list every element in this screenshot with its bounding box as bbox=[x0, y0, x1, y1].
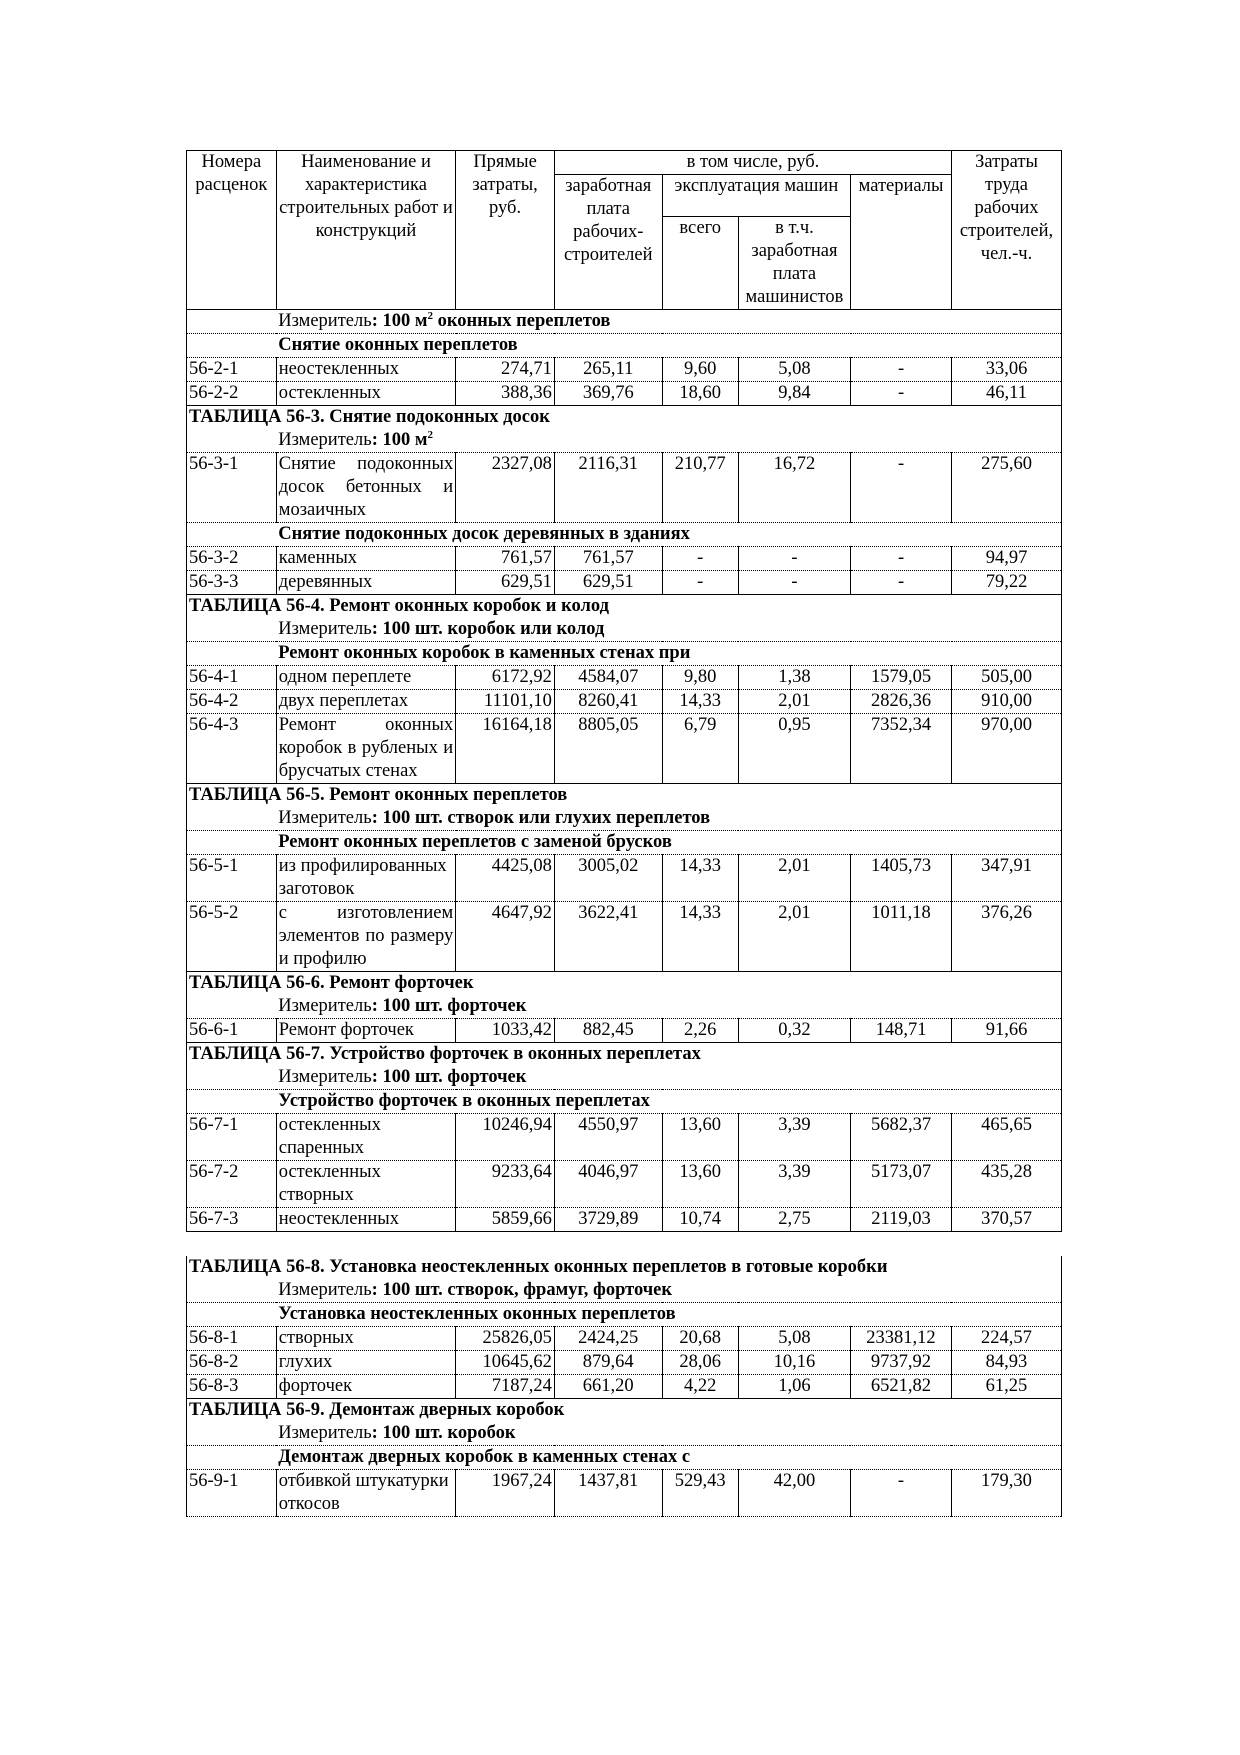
materials-cost: 2119,03 bbox=[851, 1208, 952, 1232]
machines-total: 18,60 bbox=[662, 382, 738, 406]
table-header bbox=[187, 151, 1062, 310]
machines-total: 4,22 bbox=[662, 1375, 738, 1399]
machines-wage: 2,01 bbox=[738, 690, 850, 714]
meter-cell bbox=[276, 310, 1061, 334]
subsection-text: Снятие оконных переплетов bbox=[278, 335, 518, 355]
header-codes: Номера расценок bbox=[187, 151, 277, 310]
meter-code-cell bbox=[187, 1422, 277, 1446]
rate-code: 56-3-1 bbox=[187, 453, 277, 523]
header-machines: эксплуатация машин bbox=[662, 175, 850, 217]
subsection-text: Устройство форточек в оконных переплетах bbox=[278, 1091, 650, 1111]
machines-total: - bbox=[662, 571, 738, 595]
direct-cost: 274,71 bbox=[456, 358, 555, 382]
direct-cost: 16164,18 bbox=[456, 714, 555, 784]
labor-cost: 224,57 bbox=[951, 1327, 1061, 1351]
machines-wage: 42,00 bbox=[738, 1470, 850, 1517]
direct-cost: 1967,24 bbox=[456, 1470, 555, 1517]
rate-row bbox=[187, 1470, 1062, 1517]
machines-total: 28,06 bbox=[662, 1351, 738, 1375]
meter-value: : 100 шт. форточек bbox=[371, 1067, 527, 1087]
meter-code-cell bbox=[187, 429, 277, 453]
meter-row bbox=[187, 429, 1062, 453]
direct-cost: 11101,10 bbox=[456, 690, 555, 714]
subsection-row bbox=[187, 523, 1062, 547]
rate-code: 56-5-2 bbox=[187, 902, 277, 972]
subsection-text: Демонтаж дверных коробок в каменных стенах с bbox=[278, 1447, 691, 1467]
machines-wage: 1,38 bbox=[738, 666, 850, 690]
machines-wage: 2,01 bbox=[738, 855, 850, 902]
rate-code: 56-3-3 bbox=[187, 571, 277, 595]
subsection-text: Ремонт оконных переплетов с заменой брусков bbox=[278, 832, 672, 852]
rate-row bbox=[187, 382, 1062, 406]
subsection-code-cell bbox=[187, 831, 277, 855]
materials-cost: - bbox=[851, 382, 952, 406]
rate-code: 56-8-1 bbox=[187, 1327, 277, 1351]
rate-name: остекленных bbox=[276, 382, 455, 406]
machines-wage: 0,95 bbox=[738, 714, 850, 784]
meter-cell bbox=[276, 618, 1061, 642]
materials-cost: 148,71 bbox=[851, 1019, 952, 1043]
rate-code: 56-7-3 bbox=[187, 1208, 277, 1232]
document-page bbox=[186, 150, 1062, 1517]
header-direct: Прямые затраты, руб. bbox=[456, 151, 555, 310]
meter-label: Измеритель bbox=[278, 1067, 372, 1087]
wage-cost: 2116,31 bbox=[554, 453, 662, 523]
subsection-row bbox=[187, 334, 1062, 358]
header-wage: заработная плата рабочих-строителей bbox=[554, 175, 662, 310]
meter-value: : 100 шт. створок или глухих переплетов bbox=[371, 808, 711, 828]
meter-unit-power: 2 bbox=[427, 429, 433, 441]
machines-total: 10,74 bbox=[662, 1208, 738, 1232]
table-title-text: ТАБЛИЦА 56-7. Устройство форточек в оконных переплетах bbox=[189, 1044, 701, 1064]
direct-cost: 7187,24 bbox=[456, 1375, 555, 1399]
rate-row bbox=[187, 571, 1062, 595]
rate-row bbox=[187, 855, 1062, 902]
rate-name: створных bbox=[276, 1327, 455, 1351]
wage-cost: 661,20 bbox=[554, 1375, 662, 1399]
labor-cost: 61,25 bbox=[951, 1375, 1061, 1399]
rate-code: 56-4-2 bbox=[187, 690, 277, 714]
machines-total: 9,60 bbox=[662, 358, 738, 382]
table-title-row bbox=[187, 972, 1062, 996]
rate-code: 56-2-1 bbox=[187, 358, 277, 382]
rate-code: 56-4-1 bbox=[187, 666, 277, 690]
table-title-text: ТАБЛИЦА 56-5. Ремонт оконных переплетов bbox=[189, 785, 568, 805]
direct-cost: 9233,64 bbox=[456, 1161, 555, 1208]
wage-cost: 4550,97 bbox=[554, 1114, 662, 1161]
direct-cost: 629,51 bbox=[456, 571, 555, 595]
wage-cost: 3729,89 bbox=[554, 1208, 662, 1232]
rate-name: с изготовлением элементов по размеру и профилю bbox=[276, 902, 455, 972]
meter-label: Измеритель bbox=[278, 1280, 372, 1300]
labor-cost: 91,66 bbox=[952, 1019, 1062, 1043]
rate-name: форточек bbox=[276, 1375, 455, 1399]
subsection-row bbox=[187, 642, 1062, 666]
rate-name: из профилированных заготовок bbox=[276, 855, 455, 902]
table-body-2 bbox=[187, 1256, 1062, 1517]
table-title-row bbox=[187, 595, 1062, 619]
table-title-row bbox=[187, 406, 1062, 430]
subsection-code-cell bbox=[187, 642, 277, 666]
wage-cost: 4046,97 bbox=[554, 1161, 662, 1208]
rate-name: неостекленных bbox=[276, 1208, 455, 1232]
rate-code: 56-8-3 bbox=[187, 1375, 277, 1399]
direct-cost: 4647,92 bbox=[456, 902, 555, 972]
subsection-title bbox=[276, 1303, 1061, 1327]
table-title bbox=[187, 406, 1062, 430]
meter-label: Измеритель bbox=[278, 430, 372, 450]
machines-total: 14,33 bbox=[662, 855, 738, 902]
labor-cost: 370,57 bbox=[952, 1208, 1062, 1232]
meter-value: : 100 шт. коробок или колод bbox=[371, 619, 605, 639]
header-name: Наименование и характеристика строительных работ и конструкций bbox=[276, 151, 455, 310]
header-materials: материалы bbox=[851, 175, 952, 310]
meter-row bbox=[187, 807, 1062, 831]
table-title-text: ТАБЛИЦА 56-6. Ремонт форточек bbox=[189, 973, 474, 993]
labor-cost: 970,00 bbox=[952, 714, 1062, 784]
labor-cost: 179,30 bbox=[951, 1470, 1061, 1517]
header-machines-wage: в т.ч. заработная плата машинистов bbox=[738, 217, 850, 310]
rate-row bbox=[187, 358, 1062, 382]
labor-cost: 46,11 bbox=[952, 382, 1062, 406]
rate-row bbox=[187, 1114, 1062, 1161]
subsection-code-cell bbox=[187, 1446, 277, 1470]
header-machines-total: всего bbox=[662, 217, 738, 310]
materials-cost: 1011,18 bbox=[851, 902, 952, 972]
machines-total: 210,77 bbox=[662, 453, 738, 523]
labor-cost: 347,91 bbox=[952, 855, 1062, 902]
materials-cost: 1405,73 bbox=[851, 855, 952, 902]
direct-cost: 761,57 bbox=[456, 547, 555, 571]
wage-cost: 1437,81 bbox=[554, 1470, 662, 1517]
direct-cost: 6172,92 bbox=[456, 666, 555, 690]
rate-name: неостекленных bbox=[276, 358, 455, 382]
table-title bbox=[187, 1256, 1062, 1279]
rate-row bbox=[187, 666, 1062, 690]
table-title bbox=[187, 595, 1062, 619]
rate-row bbox=[187, 714, 1062, 784]
rate-code: 56-6-1 bbox=[187, 1019, 277, 1043]
subsection-title bbox=[276, 1090, 1061, 1114]
table-title-text: ТАБЛИЦА 56-4. Ремонт оконных коробок и колод bbox=[189, 596, 609, 616]
table-title-row bbox=[187, 784, 1062, 808]
materials-cost: 2826,36 bbox=[851, 690, 952, 714]
meter-tail: оконных переплетов bbox=[432, 311, 611, 331]
meter-value: : 100 $м^2$ bbox=[371, 309, 433, 331]
wage-cost: 369,76 bbox=[554, 382, 662, 406]
rate-name: остекленных створных bbox=[276, 1161, 455, 1208]
labor-cost: 465,65 bbox=[952, 1114, 1062, 1161]
rate-row bbox=[187, 690, 1062, 714]
rate-row bbox=[187, 1019, 1062, 1043]
header-group: в том числе, руб. bbox=[554, 151, 951, 175]
meter-code-cell bbox=[187, 310, 277, 334]
rate-row bbox=[187, 453, 1062, 523]
rate-name: каменных bbox=[276, 547, 455, 571]
rate-name: глухих bbox=[276, 1351, 455, 1375]
labor-cost: 33,06 bbox=[952, 358, 1062, 382]
labor-cost: 94,97 bbox=[952, 547, 1062, 571]
rate-row bbox=[187, 1208, 1062, 1232]
labor-cost: 79,22 bbox=[952, 571, 1062, 595]
labor-cost: 275,60 bbox=[952, 453, 1062, 523]
rate-row bbox=[187, 1375, 1062, 1399]
machines-wage: 3,39 bbox=[738, 1114, 850, 1161]
rate-row bbox=[187, 1351, 1062, 1375]
meter-label: Измеритель bbox=[278, 996, 372, 1016]
subsection-title bbox=[276, 334, 1061, 358]
subsection-text: Снятие подоконных досок деревянных в зданиях bbox=[278, 524, 690, 544]
wage-cost: 879,64 bbox=[554, 1351, 662, 1375]
rate-name: Снятие подоконных досок бетонных и мозаичных bbox=[276, 453, 455, 523]
meter-row bbox=[187, 1422, 1062, 1446]
meter-label: Измеритель bbox=[278, 1423, 372, 1443]
machines-total: 529,43 bbox=[662, 1470, 738, 1517]
subsection-title bbox=[276, 523, 1061, 547]
meter-row bbox=[187, 1066, 1062, 1090]
materials-cost: - bbox=[851, 358, 952, 382]
rate-code: 56-2-2 bbox=[187, 382, 277, 406]
table-title-row bbox=[187, 1256, 1062, 1279]
wage-cost: 882,45 bbox=[554, 1019, 662, 1043]
subsection-text: Ремонт оконных коробок в каменных стенах при bbox=[278, 643, 691, 663]
direct-cost: 10246,94 bbox=[456, 1114, 555, 1161]
meter-cell bbox=[276, 1066, 1061, 1090]
labor-cost: 505,00 bbox=[952, 666, 1062, 690]
labor-cost: 435,28 bbox=[952, 1161, 1062, 1208]
subsection-text: Установка неостекленных оконных переплетов bbox=[278, 1304, 676, 1324]
materials-cost: 1579,05 bbox=[851, 666, 952, 690]
machines-wage: 2,01 bbox=[738, 902, 850, 972]
subsection-row bbox=[187, 831, 1062, 855]
table-title-row bbox=[187, 1399, 1062, 1423]
meter-value: : 100 $м^2$ bbox=[371, 429, 433, 450]
machines-wage: - bbox=[738, 547, 850, 571]
direct-cost: 1033,42 bbox=[456, 1019, 555, 1043]
wage-cost: 8805,05 bbox=[554, 714, 662, 784]
meter-unit-power: 2 bbox=[427, 309, 433, 322]
materials-cost: - bbox=[851, 547, 952, 571]
materials-cost: - bbox=[850, 1470, 951, 1517]
machines-wage: 10,16 bbox=[738, 1351, 850, 1375]
rate-name: двух переплетах bbox=[276, 690, 455, 714]
machines-total: 13,60 bbox=[662, 1161, 738, 1208]
rate-name: отбивкой штукатурки откосов bbox=[276, 1470, 455, 1517]
meter-label: Измеритель bbox=[278, 808, 372, 828]
meter-code-cell bbox=[187, 807, 277, 831]
labor-cost: 84,93 bbox=[951, 1351, 1061, 1375]
rate-name: одном переплете bbox=[276, 666, 455, 690]
table-title-text: ТАБЛИЦА 56-3. Снятие подоконных досок bbox=[189, 407, 550, 427]
meter-code-cell bbox=[187, 1279, 277, 1303]
machines-total: 14,33 bbox=[662, 902, 738, 972]
header-labor: Затраты труда рабочих строителей, чел.-ч. bbox=[952, 151, 1062, 310]
machines-wage: 3,39 bbox=[738, 1161, 850, 1208]
rates-table bbox=[186, 150, 1062, 1232]
machines-total: - bbox=[662, 547, 738, 571]
rate-code: 56-3-2 bbox=[187, 547, 277, 571]
wage-cost: 8260,41 bbox=[554, 690, 662, 714]
rate-name: остекленных спаренных bbox=[276, 1114, 455, 1161]
wage-cost: 3005,02 bbox=[554, 855, 662, 902]
materials-cost: 23381,12 bbox=[850, 1327, 951, 1351]
wage-cost: 629,51 bbox=[554, 571, 662, 595]
direct-cost: 4425,08 bbox=[456, 855, 555, 902]
meter-cell bbox=[276, 995, 1061, 1019]
rate-name: деревянных bbox=[276, 571, 455, 595]
rate-name: Ремонт оконных коробок в рубленых и брусчатых стенах bbox=[276, 714, 455, 784]
meter-label: Измеритель bbox=[278, 619, 372, 639]
direct-cost: 388,36 bbox=[456, 382, 555, 406]
direct-cost: 5859,66 bbox=[456, 1208, 555, 1232]
materials-cost: 5173,07 bbox=[851, 1161, 952, 1208]
rate-code: 56-9-1 bbox=[187, 1470, 277, 1517]
wage-cost: 4584,07 bbox=[554, 666, 662, 690]
materials-cost: - bbox=[851, 453, 952, 523]
meter-code-cell bbox=[187, 618, 277, 642]
meter-value: : 100 шт. форточек bbox=[371, 996, 527, 1016]
machines-wage: 5,08 bbox=[738, 1327, 850, 1351]
machines-total: 9,80 bbox=[662, 666, 738, 690]
subsection-title bbox=[276, 642, 1061, 666]
wage-cost: 3622,41 bbox=[554, 902, 662, 972]
direct-cost: 25826,05 bbox=[456, 1327, 555, 1351]
meter-code-cell bbox=[187, 1066, 277, 1090]
rate-code: 56-4-3 bbox=[187, 714, 277, 784]
rate-code: 56-5-1 bbox=[187, 855, 277, 902]
rate-row bbox=[187, 1161, 1062, 1208]
wage-cost: 2424,25 bbox=[554, 1327, 662, 1351]
machines-total: 6,79 bbox=[662, 714, 738, 784]
rate-row bbox=[187, 547, 1062, 571]
materials-cost: 5682,37 bbox=[851, 1114, 952, 1161]
direct-cost: 2327,08 bbox=[456, 453, 555, 523]
rate-code: 56-7-2 bbox=[187, 1161, 277, 1208]
subsection-title bbox=[276, 1446, 1061, 1470]
meter-cell bbox=[276, 807, 1061, 831]
rates-table-continued bbox=[186, 1256, 1062, 1517]
rate-code: 56-7-1 bbox=[187, 1114, 277, 1161]
subsection-row bbox=[187, 1446, 1062, 1470]
wage-cost: 265,11 bbox=[554, 358, 662, 382]
machines-total: 13,60 bbox=[662, 1114, 738, 1161]
meter-row bbox=[187, 1279, 1062, 1303]
meter-label: Измеритель bbox=[278, 311, 372, 331]
table-title-text: ТАБЛИЦА 56-8. Установка неостекленных оконных переплетов в готовые коробки bbox=[189, 1257, 888, 1277]
meter-code-cell bbox=[187, 995, 277, 1019]
machines-wage: 0,32 bbox=[738, 1019, 850, 1043]
subsection-code-cell bbox=[187, 523, 277, 547]
materials-cost: 7352,34 bbox=[851, 714, 952, 784]
machines-total: 14,33 bbox=[662, 690, 738, 714]
subsection-code-cell bbox=[187, 1303, 277, 1327]
meter-cell bbox=[276, 1422, 1061, 1446]
table-title bbox=[187, 972, 1062, 996]
labor-cost: 910,00 bbox=[952, 690, 1062, 714]
subsection-code-cell bbox=[187, 334, 277, 358]
meter-cell bbox=[276, 1279, 1061, 1303]
meter-value: : 100 шт. коробок bbox=[371, 1423, 516, 1443]
subsection-code-cell bbox=[187, 1090, 277, 1114]
meter-cell bbox=[276, 429, 1061, 453]
table-title bbox=[187, 1399, 1062, 1423]
wage-cost: 761,57 bbox=[554, 547, 662, 571]
machines-wage: - bbox=[738, 571, 850, 595]
table-title-row bbox=[187, 1043, 1062, 1067]
table-title bbox=[187, 784, 1062, 808]
materials-cost: 9737,92 bbox=[850, 1351, 951, 1375]
machines-wage: 5,08 bbox=[738, 358, 850, 382]
machines-total: 2,26 bbox=[662, 1019, 738, 1043]
materials-cost: 6521,82 bbox=[850, 1375, 951, 1399]
machines-total: 20,68 bbox=[662, 1327, 738, 1351]
machines-wage: 2,75 bbox=[738, 1208, 850, 1232]
subsection-title bbox=[276, 831, 1061, 855]
subsection-row bbox=[187, 1090, 1062, 1114]
machines-wage: 1,06 bbox=[738, 1375, 850, 1399]
rate-name: Ремонт форточек bbox=[276, 1019, 455, 1043]
meter-row bbox=[187, 618, 1062, 642]
machines-wage: 9,84 bbox=[738, 382, 850, 406]
materials-cost: - bbox=[851, 571, 952, 595]
direct-cost: 10645,62 bbox=[456, 1351, 555, 1375]
labor-cost: 376,26 bbox=[952, 902, 1062, 972]
table-title bbox=[187, 1043, 1062, 1067]
meter-value: : 100 шт. створок, фрамуг, форточек bbox=[371, 1280, 673, 1300]
rate-code: 56-8-2 bbox=[187, 1351, 277, 1375]
meter-row bbox=[187, 310, 1062, 334]
machines-wage: 16,72 bbox=[738, 453, 850, 523]
meter-row bbox=[187, 995, 1062, 1019]
table-title-text: ТАБЛИЦА 56-9. Демонтаж дверных коробок bbox=[189, 1400, 565, 1420]
rate-row bbox=[187, 902, 1062, 972]
subsection-row bbox=[187, 1303, 1062, 1327]
table-body-1 bbox=[187, 310, 1062, 1232]
rate-row bbox=[187, 1327, 1062, 1351]
